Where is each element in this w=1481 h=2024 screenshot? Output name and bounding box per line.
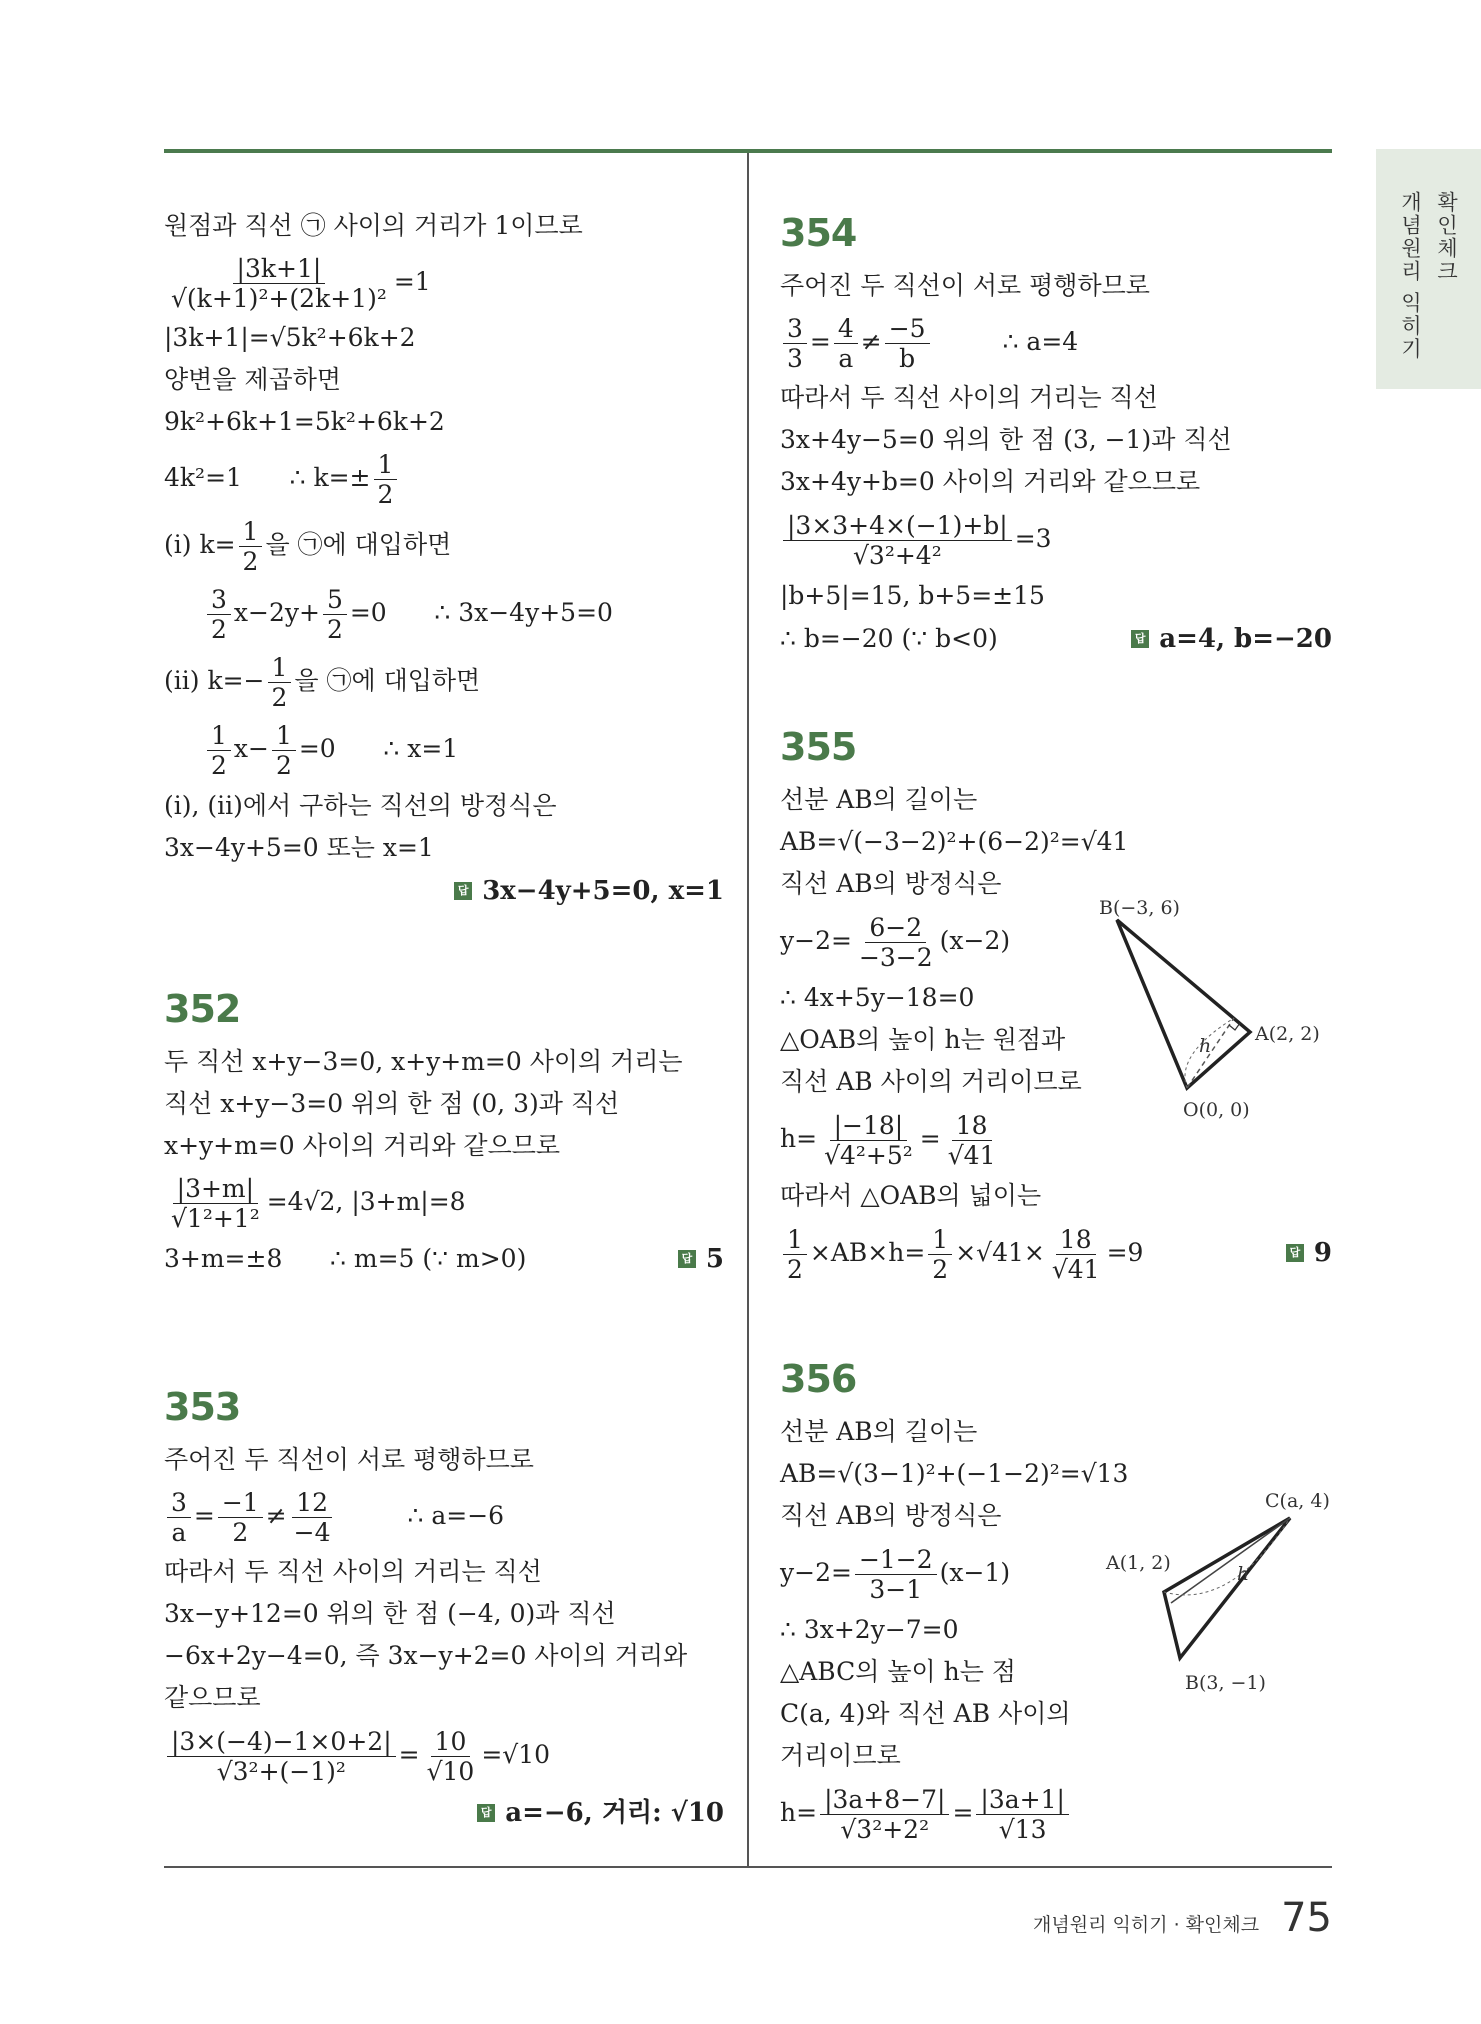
equation-text: = — [398, 1740, 420, 1769]
equation-text: ∴ a=4 — [1002, 327, 1079, 356]
fraction — [323, 586, 347, 644]
equation-text: (ⅰ) k= — [164, 530, 236, 559]
equation-line — [164, 1719, 724, 1791]
numerator: 6−2 — [865, 914, 926, 944]
equation-line — [164, 649, 724, 713]
equation-line — [164, 1167, 724, 1237]
equation-text: (x−2) — [939, 926, 1011, 955]
numerator: 12 — [292, 1489, 332, 1519]
equation-text: ×√41× — [955, 1238, 1045, 1267]
equation-text: = — [919, 1124, 941, 1153]
text-line: 선분 AB의 길이는 — [780, 785, 978, 814]
denominator: 2 — [242, 547, 259, 576]
label-h: h — [1199, 1035, 1212, 1057]
fraction — [218, 1489, 263, 1547]
equation-line: AB=√(−3−2)²+(6−2)²=√41 — [780, 827, 1129, 856]
answer-text: a=4, b=−20 — [1159, 624, 1332, 654]
answer-mark: 답 — [1131, 630, 1149, 648]
equation-text: 3+m=±8 ∴ m=5 (∵ m>0) — [164, 1244, 527, 1273]
fraction — [207, 722, 231, 780]
answer-text: 9 — [1313, 1238, 1332, 1268]
equation-text: = — [193, 1501, 215, 1530]
text-line: 같으므로 — [164, 1683, 261, 1712]
numerator: |3k+1| — [233, 255, 326, 285]
denominator: √4²+5² — [824, 1141, 913, 1170]
denominator: a — [838, 344, 854, 373]
answer-352 — [678, 1237, 724, 1281]
numerator: 10 — [431, 1728, 471, 1758]
text-line: C(a, 4)와 직선 AB 사이의 — [780, 1699, 1071, 1728]
equation-text: =0 ∴ 3x−4y+5=0 — [349, 598, 613, 627]
text-line: x+y+m=0 사이의 거리와 같으므로 — [164, 1131, 561, 1160]
answer-text: a=−6, 거리: √10 — [505, 1798, 724, 1828]
text-line: 양변을 제곱하면 — [164, 365, 341, 394]
fraction — [272, 722, 296, 780]
fraction — [783, 315, 807, 373]
equation-text: =4√2, |3+m|=8 — [266, 1187, 466, 1216]
numerator: 1 — [783, 1226, 807, 1256]
fraction — [783, 1226, 807, 1284]
denominator: 2 — [275, 751, 292, 780]
numerator: 3 — [207, 586, 231, 616]
side-tab-label-1: 확인체크 — [1434, 191, 1459, 283]
text-line: 3x+4y+b=0 사이의 거리와 같으므로 — [780, 467, 1201, 496]
text-line: 따라서 두 직선 사이의 거리는 직선 — [164, 1557, 542, 1586]
denominator: √3²+4² — [852, 541, 942, 570]
equation-text: ∴ a=−6 — [407, 1501, 505, 1530]
denominator: √13 — [998, 1815, 1047, 1844]
fraction — [167, 1489, 191, 1547]
equation-text: =0 ∴ x=1 — [298, 734, 459, 763]
label-a: A(1, 2) — [1106, 1552, 1171, 1574]
fraction — [290, 1489, 335, 1547]
equation-text: 을 ㉠에 대입하면 — [265, 530, 452, 559]
text-line: 직선 AB의 방정식은 — [780, 1501, 1002, 1530]
numerator: −1−2 — [855, 1546, 937, 1576]
equation-text: h= — [780, 1124, 818, 1153]
answer-mark: 답 — [678, 1250, 696, 1268]
equation-line: 9k²+6k+1=5k²+6k+2 — [164, 407, 445, 436]
fraction — [239, 518, 263, 576]
numerator: −5 — [885, 315, 930, 345]
equation-text: x−2y+ — [233, 598, 320, 627]
numerator: 1 — [374, 451, 398, 481]
fraction — [885, 315, 930, 373]
denominator: √(k+1)²+(2k+1)² — [171, 284, 387, 313]
fraction — [167, 1175, 264, 1233]
footer-text: 개념원리 익히기 · 확인체크 — [1033, 1914, 1260, 1936]
label-c: C(a, 4) — [1265, 1490, 1330, 1512]
fraction — [167, 1728, 396, 1786]
denominator: √1²+1² — [171, 1204, 260, 1233]
denominator: 3 — [787, 344, 803, 373]
equation-answer-row — [164, 1237, 724, 1281]
text-line: 직선 x+y−3=0 위의 한 점 (0, 3)과 직선 — [164, 1089, 620, 1118]
text-line: 직선 AB의 방정식은 — [780, 869, 1002, 898]
answer-354 — [1131, 617, 1332, 661]
denominator: 2 — [211, 751, 227, 780]
side-tab — [1376, 149, 1481, 389]
numerator: 1 — [928, 1226, 952, 1256]
equation-line — [164, 443, 724, 513]
side-tab-label-2: 개념원리 익히기 — [1398, 191, 1423, 361]
label-o: O(0, 0) — [1183, 1099, 1250, 1121]
fraction — [783, 512, 1012, 570]
problem-number-356: 356 — [780, 1357, 857, 1401]
equation-text: ×AB×h= — [809, 1238, 926, 1267]
fraction — [976, 1786, 1069, 1844]
answer-text: 5 — [705, 1244, 724, 1274]
answer-351 — [164, 869, 724, 913]
denominator: −3−2 — [858, 943, 933, 972]
denominator: b — [899, 344, 916, 373]
fraction — [268, 654, 292, 712]
text-line: 거리이므로 — [780, 1741, 901, 1770]
equation-text: = — [952, 1798, 974, 1827]
bottom-rule — [164, 1866, 1332, 1868]
denominator: 2 — [271, 683, 288, 712]
equation-line — [164, 713, 724, 785]
equation-line: 3x−4y+5=0 또는 x=1 — [164, 833, 434, 862]
equation-line: ∴ 3x+2y−7=0 — [780, 1615, 959, 1644]
equation-line — [164, 247, 724, 317]
denominator: √41 — [1051, 1255, 1100, 1284]
equation-text: =√10 — [481, 1740, 551, 1769]
text-line: 두 직선 x+y−3=0, x+y+m=0 사이의 거리는 — [164, 1047, 683, 1076]
equation-text: ≠ — [860, 327, 882, 356]
text-line: 선분 AB의 길이는 — [780, 1417, 978, 1446]
equation-line — [780, 503, 1332, 575]
equation-text: (x−1) — [939, 1558, 1011, 1587]
equation-line: |b+5|=15, b+5=±15 — [780, 581, 1045, 610]
denominator: 2 — [232, 1518, 249, 1547]
text-line: 3x−y+12=0 위의 한 점 (−4, 0)과 직선 — [164, 1599, 616, 1628]
equation-line — [164, 1481, 724, 1551]
equation-text: (ⅱ) k=− — [164, 666, 265, 695]
text-line: 따라서 △OAB의 넓이는 — [780, 1181, 1042, 1210]
answer-mark: 답 — [1286, 1244, 1304, 1262]
denominator: 2 — [787, 1255, 803, 1284]
equation-answer-row — [780, 617, 1332, 661]
problem-number-354: 354 — [780, 211, 857, 255]
equation-text: y−2= — [780, 1558, 852, 1587]
numerator: 4 — [834, 315, 858, 345]
numerator: 18 — [952, 1112, 992, 1142]
denominator: √3²+(−1)² — [216, 1757, 346, 1786]
equation-line — [164, 513, 724, 577]
triangle-abc-figure — [1100, 1485, 1330, 1700]
text-line: 원점과 직선 ㉠ 사이의 거리가 1이므로 — [164, 211, 583, 240]
left-column — [164, 205, 724, 1835]
equation-line — [780, 307, 1332, 377]
fraction — [834, 315, 858, 373]
numerator: 1 — [207, 722, 231, 752]
numerator: 3 — [167, 1489, 191, 1519]
fraction — [207, 586, 231, 644]
page-footer — [1033, 1895, 1332, 1941]
problem-number-355: 355 — [780, 725, 857, 769]
text-line: 직선 AB 사이의 거리이므로 — [780, 1067, 1082, 1096]
fraction — [423, 1728, 479, 1786]
denominator: 3−1 — [869, 1575, 923, 1604]
equation-line — [780, 1777, 1332, 1849]
fraction — [855, 914, 937, 972]
answer-mark: 답 — [477, 1804, 495, 1822]
equation-text: 4k²=1 ∴ k=± — [164, 463, 371, 492]
equation-text: ≠ — [265, 1501, 287, 1530]
page-number: 75 — [1281, 1895, 1332, 1941]
text-line: 3x+4y−5=0 위의 한 점 (3, −1)과 직선 — [780, 425, 1232, 454]
denominator: 2 — [211, 615, 227, 644]
denominator: 2 — [326, 615, 343, 644]
answer-353 — [164, 1791, 724, 1835]
equation-answer-row — [780, 1217, 1332, 1289]
label-h: h — [1237, 1563, 1250, 1585]
text-line: 따라서 두 직선 사이의 거리는 직선 — [780, 383, 1158, 412]
equation-line: ∴ 4x+5y−18=0 — [780, 983, 975, 1012]
text-line: 주어진 두 직선이 서로 평행하므로 — [780, 271, 1150, 300]
problem-number-353: 353 — [164, 1385, 241, 1429]
text-line: 주어진 두 직선이 서로 평행하므로 — [164, 1445, 534, 1474]
equation-text: 을 ㉠에 대입하면 — [294, 666, 481, 695]
denominator: a — [171, 1518, 187, 1547]
text-line: −6x+2y−4=0, 즉 3x−y+2=0 사이의 거리와 — [164, 1641, 688, 1670]
problem-number-352: 352 — [164, 987, 241, 1031]
denominator: √3²+2² — [840, 1815, 930, 1844]
numerator: 5 — [323, 586, 347, 616]
fraction — [820, 1786, 949, 1844]
fraction — [167, 255, 391, 313]
height-line — [1171, 1518, 1290, 1603]
fraction — [820, 1112, 917, 1170]
fraction — [928, 1226, 952, 1284]
triangle-oab — [1117, 920, 1250, 1088]
fraction — [944, 1112, 1000, 1170]
equation-text: y−2= — [780, 926, 852, 955]
label-a: A(2, 2) — [1255, 1023, 1320, 1045]
fraction — [855, 1546, 937, 1604]
label-b: B(3, −1) — [1185, 1672, 1266, 1694]
numerator: |3×(−4)−1×0+2| — [167, 1728, 396, 1758]
fraction — [374, 451, 398, 509]
equation-text: x− — [233, 734, 269, 763]
equation-text: =9 — [1106, 1238, 1144, 1267]
triangle-abc — [1164, 1518, 1290, 1658]
equation-line — [164, 577, 724, 649]
numerator: 3 — [783, 315, 807, 345]
equation-line: |3k+1|=√5k²+6k+2 — [164, 323, 416, 352]
numerator: 1 — [239, 518, 263, 548]
text-line: △ABC의 높이 h는 점 — [780, 1657, 1016, 1686]
answer-text: 3x−4y+5=0, x=1 — [482, 876, 724, 906]
denominator: √41 — [947, 1141, 996, 1170]
equation-text: ∴ b=−20 (∵ b<0) — [780, 624, 998, 653]
triangle-oab-figure — [1095, 890, 1345, 1130]
fraction — [1048, 1226, 1104, 1284]
equation-text: =3 — [1014, 524, 1052, 553]
numerator: |3×3+4×(−1)+b| — [783, 512, 1012, 542]
numerator: 1 — [268, 654, 292, 684]
numerator: 18 — [1056, 1226, 1096, 1256]
equation-line: AB=√(3−1)²+(−1−2)²=√13 — [780, 1459, 1129, 1488]
text-line: △OAB의 높이 h는 원점과 — [780, 1025, 1066, 1054]
answer-mark: 답 — [454, 882, 472, 900]
answer-355 — [1286, 1231, 1332, 1275]
equation-line — [780, 1217, 1143, 1289]
denominator: √10 — [426, 1757, 475, 1786]
numerator: |−18| — [830, 1112, 908, 1142]
numerator: |3a+1| — [976, 1786, 1069, 1816]
denominator: −4 — [293, 1518, 331, 1547]
equation-text: =1 — [393, 267, 431, 296]
numerator: −1 — [218, 1489, 263, 1519]
column-divider — [747, 153, 749, 1868]
numerator: |3+m| — [173, 1175, 258, 1205]
label-b: B(−3, 6) — [1099, 897, 1180, 919]
text-line: (ⅰ), (ⅱ)에서 구하는 직선의 방정식은 — [164, 791, 557, 820]
numerator: 1 — [272, 722, 296, 752]
denominator: 2 — [932, 1255, 949, 1284]
denominator: 2 — [377, 480, 394, 509]
equation-text: h= — [780, 1798, 818, 1827]
equation-text: = — [809, 327, 831, 356]
numerator: |3a+8−7| — [820, 1786, 949, 1816]
